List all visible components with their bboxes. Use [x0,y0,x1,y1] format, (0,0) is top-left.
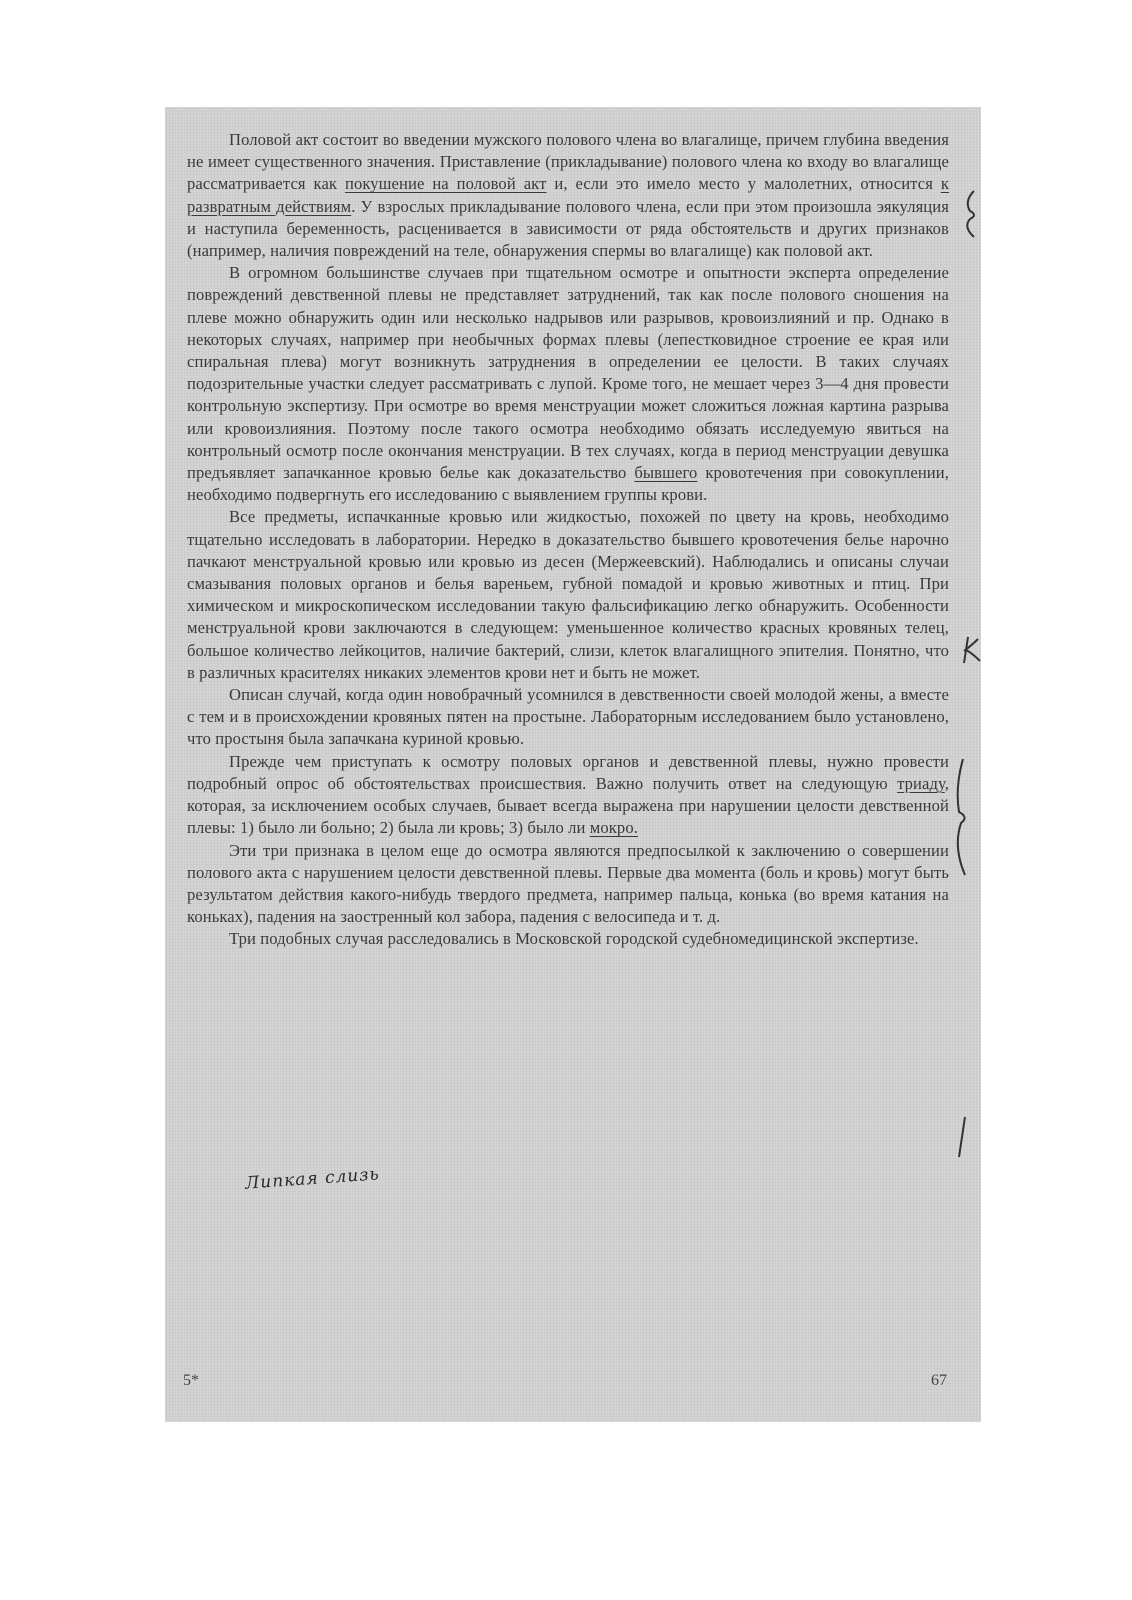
handwritten-note: Липкая слизь [244,1164,381,1194]
paragraph-1 [187,129,949,262]
page-body-text [187,129,949,951]
paragraph-7 [187,928,949,950]
text-run: Эти три признака в целом еще до осмотра являются предпосылкой к заключению о совершении полового акта с нарушением целости девственной плевы. Первые два момента (боль и кровь) могут быть результатом действия какого-нибудь твердого предмета, например пальца, конька (во время катания на коньках), падения на заостренный кол забора, падения с велосипеда и т. д. [187,840,949,927]
margin-line-bottom [955,1115,969,1159]
text-run: . У взрослых прикладывание полового члена, если при этом произошла эякуляция и наступила беременность, расценивается в зависимости от ряда обстоятельств и других признаков (например, наличия повреждений на теле, обнаружения спермы во влагалище) как половой акт. [187,196,949,261]
paragraph-3 [187,506,949,684]
underlined-phrase: бывшего [634,463,698,483]
text-run: , которая, за исключением особых случаев, бывает всегда выражена при нарушении целости девственной плевы: 1) было ли больно; 2) была ли кровь; 3) было ли [187,773,949,838]
page-footer [183,1372,947,1390]
text-run: Описан случай, когда один новобрачный усомнился в девственности своей молодой жены, а вместе с тем и в происхождении кровяных пятен на простыне. Лабораторным исследованием было установлено, что простыня была запачкана куриной кровью. [187,685,949,749]
text-run: Половой акт состоит во введении мужского полового члена во влагалище, причем глубина введения не имеет существенного значения. Приставление (прикладывание) полового члена ко входу во влагалище рассматривается как [187,130,949,194]
paragraph-6 [187,840,949,929]
paragraph-2 [187,262,949,506]
text-run: и, если это имело место у малолетних, относится [546,174,941,194]
signature-mark: 5* [183,1372,199,1389]
paragraph-4 [187,684,949,751]
text-run: В огромном большинстве случаев при тщательном осмотре и опытности эксперта определение повреждений девственной плевы не представляет затруднений, так как после полового сношения на плеве можно обнаружить один или несколько надрывов или разрывов, кровоизлияний и пр. Однако в некоторых случаях, например при необычных формах плевы (лепестковидное строение ее края или спиральная плева) могут возникнуть затруднения в определении ее целости. В таких случаях подозрительные участки следует рассматривать с лупой. Кроме того, не мешает через 3—4 дня провести контрольную экспертизу. При осмотре во время менструации может сложиться ложная картина разрыва или кровоизлияния. Поэтому после такого осмотра необходимо обязать исследуемую явиться на контрольный осмотр после окончания менструации. В тех случаях, когда в период менструации девушка предъявляет запачканное кровью белье как доказательство [187,263,949,483]
margin-brace-top [960,189,982,239]
underlined-phrase: к развратным действиям [187,174,949,216]
text-run: Три подобных случая расследовались в Московской городской судебномедицинской экспертизе. [229,929,919,949]
page-number: 67 [931,1372,947,1389]
underlined-phrase: мокро. [589,818,638,838]
text-run: Все предметы, испачканные кровью или жидкостью, похожей по цвету на кровь, необходимо тщательно исследовать в лаборатории. Нередко в доказательство бывшего кровотечения белье нарочно пачкают менструальной кровью или кровью из десен (Мержеевский). Наблюдались и описаны случаи смазывания половых органов и белья вареньем, губной помадой и кровью животных и птиц. При химическом и микроскопическом исследовании такую фальсификацию легко обнаружить. Особенности менструальной крови заключаются в следующем: уменьшенное количество красных кровяных телец, большое количество лейкоцитов, наличие бактерий, слизи, клеток влагалищного эпителия. Понятно, что в различных красителях никаких элементов крови нет и быть не может. [187,507,949,682]
margin-brace-middle [951,757,973,877]
underlined-phrase: покушение на половой акт [344,174,547,194]
margin-mark-k [958,635,982,665]
text-run: кровотечения при совокуплении, необходимо подвергнуть его исследованию с выявлением группы крови. [187,463,950,505]
scanned-page [165,107,981,1422]
text-run: Прежде чем приступать к осмотру половых органов и девственной плевы, нужно провести подробный опрос об обстоятельствах происшествия. Важно получить ответ на следующую [187,751,949,793]
paragraph-5 [187,751,949,840]
underlined-phrase: триаду [897,773,945,793]
